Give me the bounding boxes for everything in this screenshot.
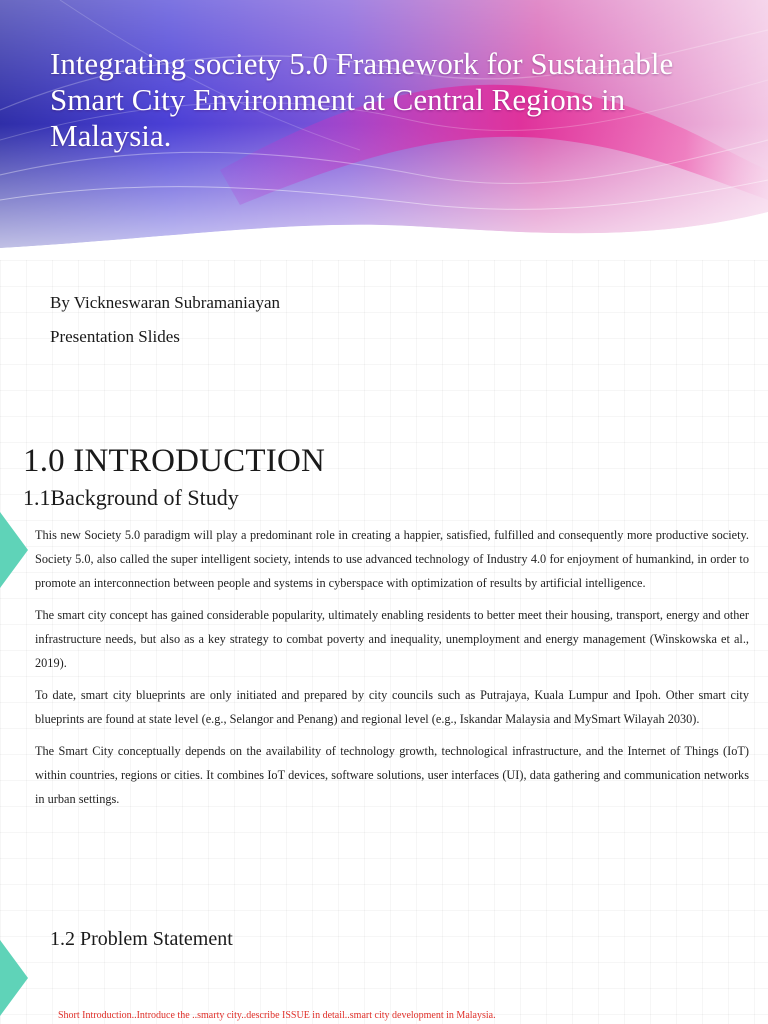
teal-triangle-accent: [0, 512, 28, 588]
paragraph: The smart city concept has gained considerable popularity, ultimately enabling residents to better meet their housing, transport, energy and other infrastructure needs, but also as a key strategy to combat poverty and inequality, unemployment and energy management (Winskowska et al., 2019).: [35, 608, 749, 670]
author-line: By Vickneswaran Subramaniayan: [50, 293, 280, 312]
slide-subtitle: Presentation Slides: [50, 327, 180, 346]
section-heading: 1.0 INTRODUCTION: [23, 443, 326, 479]
teal-triangle-accent: [0, 940, 28, 1016]
instruction-note: Short Introduction..Introduce the ..smarty city..describe ISSUE in detail..smart city development in Malaysia.: [58, 1010, 496, 1021]
title-slide: [0, 0, 768, 410]
paragraph: This new Society 5.0 paradigm will play a predominant role in creating a happier, satisfied, fulfilled and consequently more productive society. Society 5.0, also called the super intelligent society, intends to use advanced technology of Industry 4.0 for enjoyment of humankind, in order to promote an interconnection between people and systems in cyberspace with optimization of results by artificial intelligence.: [35, 528, 749, 590]
problem-statement-heading: 1.2 Problem Statement: [50, 928, 233, 950]
background-text: [35, 523, 749, 819]
paragraph: To date, smart city blueprints are only initiated and prepared by city councils such as Putrajaya, Kuala Lumpur and Ipoh. Other smart city blueprints are found at state level (e.g., Selangor and Penang) and regional level (e.g., Iskandar Malaysia and MySmart Wilayah 2030).: [35, 688, 749, 726]
introduction-slide: [0, 410, 768, 1024]
presentation-title: Integrating society 5.0 Framework for Sustainable Smart City Environment at Central Regions in Malaysia.: [50, 46, 674, 153]
paragraph: The Smart City conceptually depends on the availability of technology growth, technological infrastructure, and the Internet of Things (IoT) within countries, regions or cities. It combines IoT devices, software solutions, user interfaces (UI), data gathering and communication networks in urban settings.: [35, 744, 749, 806]
subsection-heading: 1.1Background of Study: [23, 485, 239, 510]
